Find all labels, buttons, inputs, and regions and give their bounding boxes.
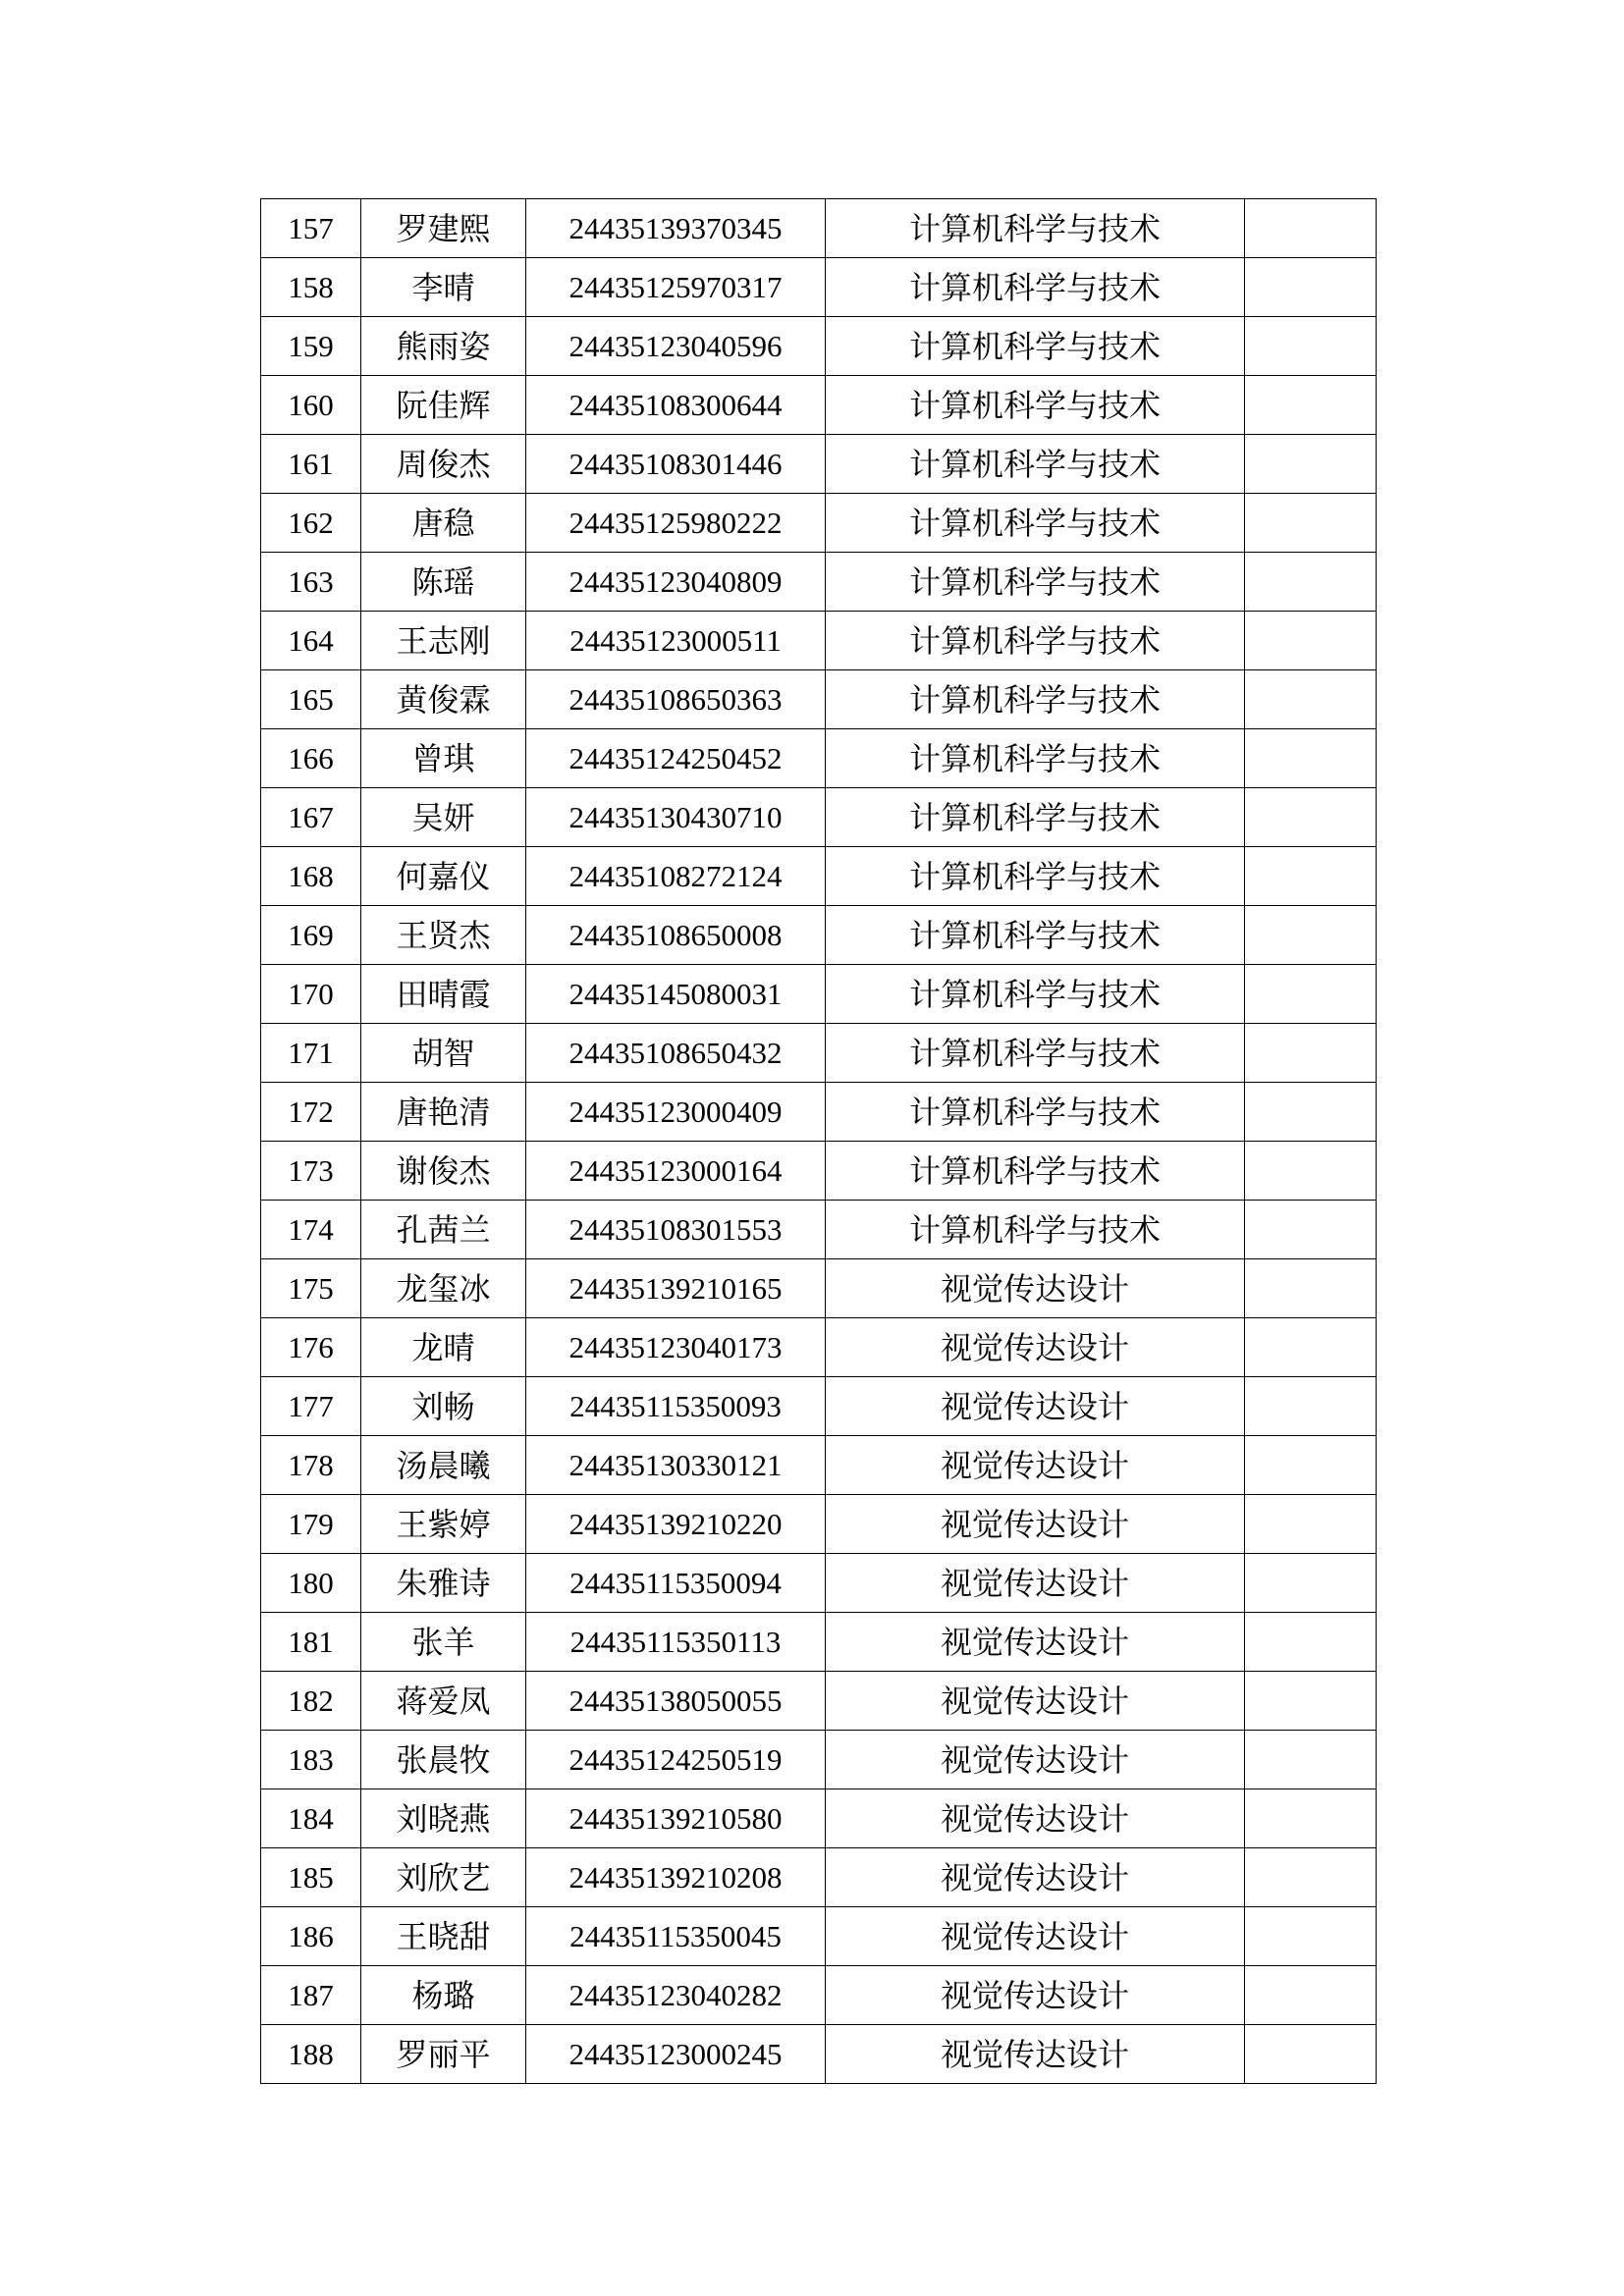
major-cell: 计算机科学与技术 [826, 1083, 1245, 1142]
student-id-cell: 24435108650363 [526, 670, 826, 729]
row-number-cell: 164 [261, 612, 361, 670]
row-number-cell: 172 [261, 1083, 361, 1142]
major-cell: 计算机科学与技术 [826, 847, 1245, 906]
row-number-cell: 179 [261, 1495, 361, 1554]
student-name-cell: 张羊 [361, 1613, 526, 1672]
major-cell: 计算机科学与技术 [826, 729, 1245, 788]
student-name-cell: 黄俊霖 [361, 670, 526, 729]
student-id-cell: 24435123040596 [526, 317, 826, 376]
row-number-cell: 159 [261, 317, 361, 376]
row-number-cell: 160 [261, 376, 361, 435]
student-name-cell: 唐艳清 [361, 1083, 526, 1142]
table-row [261, 906, 1377, 965]
student-name-cell: 周俊杰 [361, 435, 526, 494]
row-number-cell: 170 [261, 965, 361, 1024]
student-name-cell: 熊雨姿 [361, 317, 526, 376]
student-id-cell: 24435115350113 [526, 1613, 826, 1672]
remarks-cell [1245, 1966, 1377, 2025]
row-number-cell: 185 [261, 1848, 361, 1907]
table-row [261, 1259, 1377, 1318]
row-number-cell: 188 [261, 2025, 361, 2084]
student-id-cell: 24435130430710 [526, 788, 826, 847]
remarks-cell [1245, 199, 1377, 258]
student-name-cell: 刘晓燕 [361, 1789, 526, 1848]
table-row [261, 729, 1377, 788]
student-name-cell: 龙晴 [361, 1318, 526, 1377]
row-number-cell: 187 [261, 1966, 361, 2025]
table-row [261, 788, 1377, 847]
table-row [261, 494, 1377, 553]
row-number-cell: 178 [261, 1436, 361, 1495]
table-row [261, 376, 1377, 435]
student-id-cell: 24435108301553 [526, 1201, 826, 1259]
major-cell: 计算机科学与技术 [826, 199, 1245, 258]
row-number-cell: 168 [261, 847, 361, 906]
major-cell: 计算机科学与技术 [826, 788, 1245, 847]
remarks-cell [1245, 1672, 1377, 1731]
row-number-cell: 180 [261, 1554, 361, 1613]
student-name-cell: 王志刚 [361, 612, 526, 670]
table-row [261, 1142, 1377, 1201]
student-id-cell: 24435130330121 [526, 1436, 826, 1495]
row-number-cell: 161 [261, 435, 361, 494]
remarks-cell [1245, 1201, 1377, 1259]
row-number-cell: 171 [261, 1024, 361, 1083]
table-body [261, 199, 1377, 2084]
student-id-cell: 24435108650432 [526, 1024, 826, 1083]
remarks-cell [1245, 1024, 1377, 1083]
table-row [261, 1083, 1377, 1142]
remarks-cell [1245, 258, 1377, 317]
student-name-cell: 罗丽平 [361, 2025, 526, 2084]
remarks-cell [1245, 788, 1377, 847]
table-row [261, 1554, 1377, 1613]
major-cell: 计算机科学与技术 [826, 1142, 1245, 1201]
row-number-cell: 181 [261, 1613, 361, 1672]
row-number-cell: 162 [261, 494, 361, 553]
row-number-cell: 183 [261, 1731, 361, 1789]
remarks-cell [1245, 965, 1377, 1024]
student-name-cell: 刘欣艺 [361, 1848, 526, 1907]
remarks-cell [1245, 1613, 1377, 1672]
table-row [261, 1966, 1377, 2025]
table-row [261, 1318, 1377, 1377]
student-id-cell: 24435125970317 [526, 258, 826, 317]
student-id-cell: 24435108272124 [526, 847, 826, 906]
table-row [261, 1436, 1377, 1495]
student-name-cell: 吴妍 [361, 788, 526, 847]
student-name-cell: 陈瑶 [361, 553, 526, 612]
row-number-cell: 176 [261, 1318, 361, 1377]
table-row [261, 2025, 1377, 2084]
remarks-cell [1245, 847, 1377, 906]
student-name-cell: 张晨牧 [361, 1731, 526, 1789]
table-row [261, 199, 1377, 258]
student-list-table [260, 198, 1377, 2084]
major-cell: 计算机科学与技术 [826, 1024, 1245, 1083]
remarks-cell [1245, 1259, 1377, 1318]
student-name-cell: 胡智 [361, 1024, 526, 1083]
student-id-cell: 24435123000511 [526, 612, 826, 670]
major-cell: 计算机科学与技术 [826, 670, 1245, 729]
student-id-cell: 24435124250452 [526, 729, 826, 788]
student-name-cell: 王贤杰 [361, 906, 526, 965]
remarks-cell [1245, 1554, 1377, 1613]
student-name-cell: 朱雅诗 [361, 1554, 526, 1613]
major-cell: 计算机科学与技术 [826, 553, 1245, 612]
student-name-cell: 李晴 [361, 258, 526, 317]
major-cell: 视觉传达设计 [826, 1495, 1245, 1554]
student-name-cell: 曾琪 [361, 729, 526, 788]
row-number-cell: 165 [261, 670, 361, 729]
table-row [261, 1377, 1377, 1436]
student-id-cell: 24435115350045 [526, 1907, 826, 1966]
remarks-cell [1245, 494, 1377, 553]
remarks-cell [1245, 670, 1377, 729]
table-row [261, 258, 1377, 317]
row-number-cell: 169 [261, 906, 361, 965]
major-cell: 视觉传达设计 [826, 1318, 1245, 1377]
remarks-cell [1245, 1731, 1377, 1789]
student-name-cell: 谢俊杰 [361, 1142, 526, 1201]
student-id-cell: 24435124250519 [526, 1731, 826, 1789]
student-name-cell: 何嘉仪 [361, 847, 526, 906]
major-cell: 视觉传达设计 [826, 1789, 1245, 1848]
row-number-cell: 163 [261, 553, 361, 612]
student-name-cell: 王紫婷 [361, 1495, 526, 1554]
table-row [261, 553, 1377, 612]
major-cell: 视觉传达设计 [826, 1613, 1245, 1672]
table-row [261, 847, 1377, 906]
table-row [261, 317, 1377, 376]
major-cell: 计算机科学与技术 [826, 258, 1245, 317]
row-number-cell: 167 [261, 788, 361, 847]
table-row [261, 965, 1377, 1024]
table-row [261, 1672, 1377, 1731]
row-number-cell: 166 [261, 729, 361, 788]
student-id-cell: 24435145080031 [526, 965, 826, 1024]
table-row [261, 1201, 1377, 1259]
row-number-cell: 157 [261, 199, 361, 258]
row-number-cell: 186 [261, 1907, 361, 1966]
student-id-cell: 24435123040809 [526, 553, 826, 612]
remarks-cell [1245, 1377, 1377, 1436]
remarks-cell [1245, 1907, 1377, 1966]
remarks-cell [1245, 1495, 1377, 1554]
row-number-cell: 175 [261, 1259, 361, 1318]
student-id-cell: 24435123000245 [526, 2025, 826, 2084]
major-cell: 计算机科学与技术 [826, 376, 1245, 435]
student-id-cell: 24435123000409 [526, 1083, 826, 1142]
remarks-cell [1245, 1848, 1377, 1907]
remarks-cell [1245, 1789, 1377, 1848]
remarks-cell [1245, 317, 1377, 376]
remarks-cell [1245, 612, 1377, 670]
major-cell: 视觉传达设计 [826, 1848, 1245, 1907]
remarks-cell [1245, 376, 1377, 435]
table-row [261, 1848, 1377, 1907]
major-cell: 计算机科学与技术 [826, 965, 1245, 1024]
student-id-cell: 24435115350094 [526, 1554, 826, 1613]
table-row [261, 1495, 1377, 1554]
student-name-cell: 王晓甜 [361, 1907, 526, 1966]
major-cell: 计算机科学与技术 [826, 612, 1245, 670]
major-cell: 视觉传达设计 [826, 1731, 1245, 1789]
major-cell: 视觉传达设计 [826, 1907, 1245, 1966]
student-id-cell: 24435115350093 [526, 1377, 826, 1436]
student-id-cell: 24435123000164 [526, 1142, 826, 1201]
table-row [261, 1789, 1377, 1848]
student-id-cell: 24435139210165 [526, 1259, 826, 1318]
student-name-cell: 蒋爱凤 [361, 1672, 526, 1731]
remarks-cell [1245, 729, 1377, 788]
remarks-cell [1245, 1318, 1377, 1377]
table-row [261, 612, 1377, 670]
remarks-cell [1245, 906, 1377, 965]
major-cell: 计算机科学与技术 [826, 435, 1245, 494]
student-id-cell: 24435125980222 [526, 494, 826, 553]
major-cell: 计算机科学与技术 [826, 317, 1245, 376]
row-number-cell: 182 [261, 1672, 361, 1731]
row-number-cell: 184 [261, 1789, 361, 1848]
remarks-cell [1245, 1436, 1377, 1495]
major-cell: 视觉传达设计 [826, 1554, 1245, 1613]
student-name-cell: 阮佳辉 [361, 376, 526, 435]
student-name-cell: 唐稳 [361, 494, 526, 553]
student-id-cell: 24435139370345 [526, 199, 826, 258]
major-cell: 视觉传达设计 [826, 1966, 1245, 2025]
major-cell: 计算机科学与技术 [826, 906, 1245, 965]
student-id-cell: 24435123040173 [526, 1318, 826, 1377]
student-id-cell: 24435139210220 [526, 1495, 826, 1554]
major-cell: 视觉传达设计 [826, 1436, 1245, 1495]
table-row [261, 670, 1377, 729]
student-name-cell: 龙玺冰 [361, 1259, 526, 1318]
major-cell: 计算机科学与技术 [826, 1201, 1245, 1259]
student-id-cell: 24435108300644 [526, 376, 826, 435]
major-cell: 视觉传达设计 [826, 1259, 1245, 1318]
student-id-cell: 24435123040282 [526, 1966, 826, 2025]
student-name-cell: 刘畅 [361, 1377, 526, 1436]
table-row [261, 1613, 1377, 1672]
student-name-cell: 杨璐 [361, 1966, 526, 2025]
remarks-cell [1245, 553, 1377, 612]
student-id-cell: 24435139210208 [526, 1848, 826, 1907]
table-row [261, 1731, 1377, 1789]
student-id-cell: 24435138050055 [526, 1672, 826, 1731]
major-cell: 视觉传达设计 [826, 2025, 1245, 2084]
remarks-cell [1245, 2025, 1377, 2084]
row-number-cell: 174 [261, 1201, 361, 1259]
row-number-cell: 173 [261, 1142, 361, 1201]
remarks-cell [1245, 435, 1377, 494]
student-id-cell: 24435139210580 [526, 1789, 826, 1848]
table-row [261, 435, 1377, 494]
student-name-cell: 汤晨曦 [361, 1436, 526, 1495]
major-cell: 计算机科学与技术 [826, 494, 1245, 553]
student-name-cell: 孔茜兰 [361, 1201, 526, 1259]
major-cell: 视觉传达设计 [826, 1377, 1245, 1436]
student-name-cell: 罗建熙 [361, 199, 526, 258]
remarks-cell [1245, 1142, 1377, 1201]
table-row [261, 1024, 1377, 1083]
remarks-cell [1245, 1083, 1377, 1142]
student-id-cell: 24435108650008 [526, 906, 826, 965]
row-number-cell: 158 [261, 258, 361, 317]
student-id-cell: 24435108301446 [526, 435, 826, 494]
table-row [261, 1907, 1377, 1966]
major-cell: 视觉传达设计 [826, 1672, 1245, 1731]
student-name-cell: 田晴霞 [361, 965, 526, 1024]
row-number-cell: 177 [261, 1377, 361, 1436]
